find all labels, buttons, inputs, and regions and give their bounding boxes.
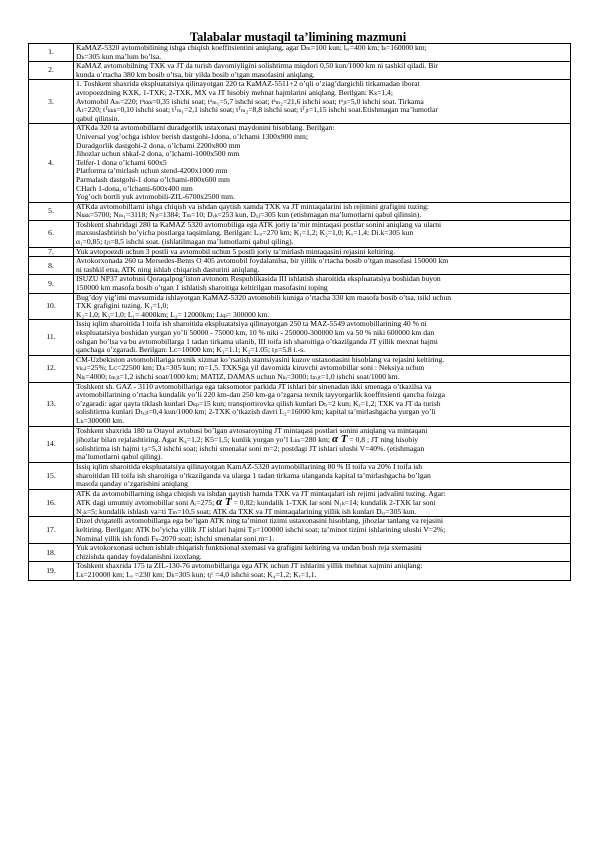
- task-text-fragment: ATK dagi umumiy avtomobillar soni Aᵢ=275;: [76, 498, 217, 508]
- task-number: 19.: [29, 562, 74, 580]
- task-text-line: α₁=0,85; tⱼₜ=8,5 ishchi soat. (ishlatilmagan ma’lumotlarni qabul qiling).: [76, 237, 294, 247]
- task-text-line: Toshkent shaxrida 175 ta ZIL-130-76 avtomobillariga ega ATK uchun JT ishlarini yillik mehnat xajmini aniqlang:: [76, 561, 423, 571]
- task-number: 5.: [29, 202, 74, 220]
- task-text-line: N₂ₖ=5; kundalik ishlash va=ti Tₘ=10,5 soat; ATK da TXK va JT mintaqalarining yillik ish kunlari Dₓᵣ=305 kun.: [76, 506, 417, 516]
- task-text: [74, 275, 571, 293]
- task-number: 2.: [29, 62, 74, 80]
- task-text: [74, 293, 571, 320]
- task-row: [29, 220, 571, 247]
- task-text-line: Issiq iqlim sharoitida ekspluatatsiya qilinayotgan KamAZ-5320 avtomobillarining 80 % II toifa va 20% I toifa ish: [76, 462, 423, 471]
- task-text-line: Jihozlar uchun shkaf-2 dona, o’lchami-1000x500 mm: [76, 149, 240, 159]
- task-text: [74, 247, 571, 257]
- task-text-line: Nₖᵢ=4000; tₘⱼₜ=1,2 ishchi soat/1000 km; MATIZ, DAMAS uchun Nₖᵢ=3000; tₘⱼₜ=1,0 ishchi soat/1000 km.: [76, 371, 400, 381]
- task-number: 13.: [29, 382, 74, 426]
- task-text-line: o’zgaradi: agar qayta tiklash kunlari Dₖₚ=15 kun; transportirovka qilish kunlari Dₜᵣ=2 kun; Kₓ=1,2; TXK va JT da turish: [76, 398, 441, 408]
- task-text-line: Bug’doy yig’imi mavsumida ishlayotgan KaMAZ-5320 avtomobili kuniga o’rtacha 330 km masofa bosib o’tsa, tsikl uchun: [76, 293, 452, 302]
- task-number: 15.: [29, 462, 74, 489]
- task-row: [29, 293, 571, 320]
- task-row: [29, 124, 571, 202]
- task-text-line: KaMAZ-5320 avtomobilining ishga chiqish koeffitsientini aniqlang, agar Dₘ=100 kun; lₒᵣ=400 km; lₖ=160000 km;: [76, 43, 427, 52]
- task-text: [74, 544, 571, 562]
- task-number: 11.: [29, 320, 74, 355]
- task-text: [74, 80, 571, 124]
- tasks-table-body: [29, 44, 571, 581]
- task-text-line: keltiring. Berilgan: ATK bo’yicha yillik JT ishlari hajmi Tⱼₜ=100000 ishchi soat; ta’minot tizimi ishlarining ulushi V=2%;: [76, 525, 446, 535]
- alpha-symbol: α T: [216, 496, 232, 509]
- task-text: [74, 62, 571, 80]
- task-text-line: Yuk avtokorxonasi uchun ishlab chiqarish funktsional sxemasi va grafigini keltiring va undan bosh reja sxemasini: [76, 543, 422, 553]
- task-text-line: Dizel dvigatelli avtomobillarga ega bo’lgan ATK ning ta’minot tizimi ustaxonasini hisoblang, jihozlar tanlang va rejasini: [76, 516, 444, 526]
- task-text-line: ma’lumotlarni qabul qiling).: [76, 452, 163, 462]
- task-text-line: CHarh 1-dona, o’lchami-600x400 mm: [76, 183, 193, 193]
- task-text: [74, 44, 571, 62]
- task-text-line: Nₖₖₖ=5700; Nₘ₁=3118; Nⱼₜ=1384; Tₘ=10; Dₓₖ=253 kun, Dₓⱼ=305 kun (etishmagan ma’lumotlarni qabul qilinsin).: [76, 210, 422, 220]
- task-row: [29, 44, 571, 62]
- task-row: [29, 489, 571, 517]
- task-number: 8.: [29, 257, 74, 275]
- task-text: [74, 426, 571, 462]
- task-text-line: ATKda 320 ta avtomobillarni duradgorlik ustaxonasi maydonini hisoblang. Berilgan:: [76, 123, 335, 133]
- task-text-line: Telfer-1 dona o’lchami 600x5: [76, 157, 167, 167]
- task-text-fragment: = 0,8 ; JT ning hisobiy: [347, 435, 419, 445]
- task-row: [29, 202, 571, 220]
- task-number: 7.: [29, 247, 74, 257]
- task-text-line: avtomobillarining o’rtacha kundalik yo’li 220 km-dan 250 km-ga o’zgarsa texnik tayyorgarlik koeffitsienti qancha foizga: [76, 390, 445, 400]
- task-text-line: CM-Uzbekiston avtomobillariga texnik xizmat ko’rsatish stantsiyasini kuzov ustaxonasini hisoblang va rejasini keltiring.: [76, 355, 445, 364]
- task-text-line: ISUZU NP37 avtobusi Qoraqalpog’iston avtonom Respublikasida III ishlatish sharoitida ekspluatatsiya boshidan buyon: [76, 274, 441, 284]
- task-text-line: Toshkent sh. GAZ - 3110 avtomobillariga ega taksomotor parkida JT ishlari bir sinenadan ikki smenaga o’tkazilsa va: [76, 382, 432, 391]
- task-text-line: solishtirma kunlari Dₜₓⱼₜ=0,4 kun/1000 km; 2-TXK o’tkazish davri L₂=16000 km; kapital ta’mirlashgacha yurgan yo’li: [76, 407, 436, 417]
- task-row: [29, 80, 571, 124]
- task-text: [74, 220, 571, 247]
- task-text-line: Lₖ=300000 km.: [76, 415, 124, 425]
- task-text-line: Avtokorxonada 260 ta Mersedes-Bents O 405 avtomobil foydalanilsa, bir yillik o’rtacha bosib o’tgan masofasi 150000 km: [76, 256, 449, 266]
- task-row: [29, 382, 571, 426]
- task-text-line: kunda o’rtacha 380 km bosib o’tsa, bir yilda bosib o’tgan masofasini aniqlang.: [76, 69, 315, 79]
- task-text-line: Lₖ=210000 km; Lₒ =230 km; Dₖ=305 kun; tⱼᶜ =4,0 ishchi soat; K₄=1,2; Kₓ=1,1.: [76, 570, 317, 580]
- task-text-line: 1. Toshkent shaxrida ekspluatatsiya qilinayotgan 220 ta KaMAZ-5511+2 o’qli o’ziag’dargichli tirkamadan iborat: [76, 79, 420, 89]
- task-text-line: Platforma ta’mirlash uchun stend-4200x1000 mm: [76, 166, 228, 176]
- page-title: Talabalar mustaqil ta’limining mazmuni: [189, 30, 407, 44]
- task-row: [29, 320, 571, 355]
- task-row: [29, 426, 571, 462]
- task-text-line: KaMAZ avtomobilning TXK va JT da turish davomiyligini solishtirma miqdori 0,50 kun/1000 km ni tashkil qiladi. Bir: [76, 61, 439, 71]
- task-row: [29, 355, 571, 382]
- task-text-line: avtopoezdning KXK, 1-TXK; 2-TXK, MX va JT hisobiy mehnat hajmlarini aniqlang. Berilgan: Kₖ=1,4;: [76, 87, 393, 97]
- task-text: [74, 320, 571, 355]
- task-number: 10.: [29, 293, 74, 320]
- task-row: [29, 247, 571, 257]
- task-text: [74, 517, 571, 544]
- task-text: [74, 202, 571, 220]
- task-row: [29, 62, 571, 80]
- task-text-line: sharoitidan III toifa ish sharoitiga o’tkazilganda va ularga 1 tadan tirkama ulanganda kapital ta’mirlashgacha bo’lgan: [76, 470, 431, 480]
- task-number: 1.: [29, 44, 74, 62]
- task-text-line: ATK da avtomobillarning ishga chiqish va ishdan qaytish hamda TXK va JT mintaqalari ish rejimi jadvalini tuzing. Agar:: [76, 489, 446, 498]
- task-text-line: Duradgorlik dastgohi-2 dona, o’lchami 2200x800 mm: [76, 140, 241, 150]
- task-text-line: Issiq iqlim sharoitida I toifa ish sharoitida ekspluatatsiya qilinayotgan 250 ta MAZ-5549 avtomobillarining 40 % ni: [76, 319, 427, 329]
- task-text: [74, 489, 571, 517]
- task-text: [74, 124, 571, 202]
- task-text-line: ni tashkil etsa, ATK ning ishlab chiqarish dasturini aniqlang.: [76, 264, 260, 274]
- task-text-line: chizishda qanday foydalanishni izoxlang.: [76, 551, 202, 561]
- task-text-line: ATKda avtomobillarni ishga chiqish va ishdan qaytish xamda TXK va JT mintaqalarini ish rejimini grafigini tuzing:: [76, 202, 429, 211]
- task-text-line: 150000 km masofa bosib o’tgan 1 ishlatish sharoitiga keltirilgan masofasini toping: [76, 283, 328, 293]
- task-text-line: ekspluatatsiya boshidan yurgan yo’li 50000 - 75000 km, 10 % niki - 250000-300000 km va 50 % niki 600000 km dan: [76, 328, 435, 337]
- task-text-line: maxsuslashtirish bo’yicha postlarga taqsimlang. Berilgan: Lₒᵣ=270 km; K₁=1,2; K₂=1,0; Kₓ=1,4; Di.k=305 kun: [76, 228, 414, 238]
- task-row: [29, 462, 571, 489]
- task-text: [74, 562, 571, 580]
- task-text-line: qabul qilinsin.: [76, 113, 120, 123]
- task-number: 9.: [29, 275, 74, 293]
- task-number: 14.: [29, 426, 74, 462]
- task-text-line: Yog’och bortli yuk avtomobili-ZIL-6700x2500 mm.: [76, 192, 235, 202]
- task-row: [29, 517, 571, 544]
- task-text-line: Toshkent shahridagi 280 ta KaMAZ 5320 avtomobiliga ega ATK joriy ta’mir mintaqasi postlar sonini aniqlang va ularni: [76, 220, 442, 229]
- task-row: [29, 257, 571, 275]
- task-text-line: Dₖ=305 kun ma’lum bo’lsa.: [76, 51, 162, 61]
- task-text-line: Universal yog’ochga ishlov berish dastgohi-1dona, o’lchami 1300x900 mm;: [76, 131, 308, 141]
- task-text-line: oshgan bo’lsa va bu avtomobillarga 1 tadan tirkama ulanib, III toifa ish sharoitiga o’tkazilganda JT yillik mexnat hajmi: [76, 336, 438, 346]
- task-text-fragment: = 0,82; kundalik 1-TXK lar soni N₁ₖ=14; kundalik 2-TXK lar soni: [231, 498, 436, 508]
- tasks-table: [28, 43, 571, 581]
- task-text-line: masofa qanday o’zgarishini aniqlang: [76, 479, 188, 489]
- task-text-line: Toshkent shaxrida 180 ta Otayol avtobusi bo’lgan avtosaroyning JT mintaqasi postlari sonini aniqlang va mintaqani: [76, 426, 428, 435]
- task-text: [74, 382, 571, 426]
- task-row: [29, 544, 571, 562]
- task-row: [29, 562, 571, 580]
- task-number: 17.: [29, 517, 74, 544]
- alpha-symbol: α T: [331, 433, 348, 446]
- task-number: 6.: [29, 220, 74, 247]
- task-number: 3.: [29, 80, 74, 124]
- task-text-line: solishtirma ish hajmi tⱼₜ=5,3 ishchi soat; ishchi smenalar soni m=2; postdagi JT ishlari ulushi V=40%. (etishmagan: [76, 443, 425, 453]
- task-number: 4.: [29, 124, 74, 202]
- task-text-line: qanchaga o’zgaradi. Berilgan: Lᴄ=10000 km; K₁=1.1; K₂=1.05; tⱼₜ=5.8 i.-s.: [76, 345, 306, 355]
- task-number: 12.: [29, 355, 74, 382]
- task-text-line: Parmalash dastgohi-1 dona o’lchami-800x600 mm: [76, 174, 230, 184]
- task-text-line: TXK grafigini tuzing. K₁=1,0;: [76, 301, 169, 311]
- task-text-line: Yuk avtopoezdi uchun 3 postli va avtomobil uchun 5 postli joriy ta’mirlash mintaqasini rejasini keltiring.: [76, 247, 396, 256]
- task-text-line: Avtomobil Aₘ=220; tᵃₖₖₖ=0,35 ishchi soat; tᵃₘ₁=5,7 ishchi soat; tᵃₘ₂=21,6 ishchi soat; tᵃⱼₜ=5,0 ishchi soat. Tirkama: [76, 96, 424, 106]
- task-text-line: Nominal yillik ish fondi Fₙ-2070 soat; ishchi smenalar soni m=1.: [76, 533, 275, 543]
- task-text: [74, 355, 571, 382]
- task-text: [74, 462, 571, 489]
- task-text: [74, 257, 571, 275]
- task-text-line: Aₜ=220; tᵀₖₖₖ=0,10 ishchi soat; tᵀₘ₁=2,1 ishchi soat; tᵀₘ₂=8,8 ishchi soat; tᵀⱼₜ=1,15 ishchi soat.Etishmagan ma’lumotlar: [76, 105, 438, 115]
- task-text-fragment: jihozlar bilan rejalashtiring. Agar K₄=1,2; K5=1,5; kunlik yurgan yo’l Lₖₙ=280 km;: [76, 435, 332, 445]
- task-text-line: K₂=1,0; K₃=1,0; L₁= 4000km; L₂= 12000km; Lₖₚ= 300000 km.: [76, 309, 270, 319]
- task-number: 18.: [29, 544, 74, 562]
- task-number: 16.: [29, 489, 74, 517]
- task-row: [29, 275, 571, 293]
- task-text-line: vₖₒₗ=25%; Lᴄ=22500 km; Dᵢₖ=305 kun; m=1,5. TXKSga yil davomida kiruvchi avtomobillar soni : Neksiya uchun: [76, 363, 425, 373]
